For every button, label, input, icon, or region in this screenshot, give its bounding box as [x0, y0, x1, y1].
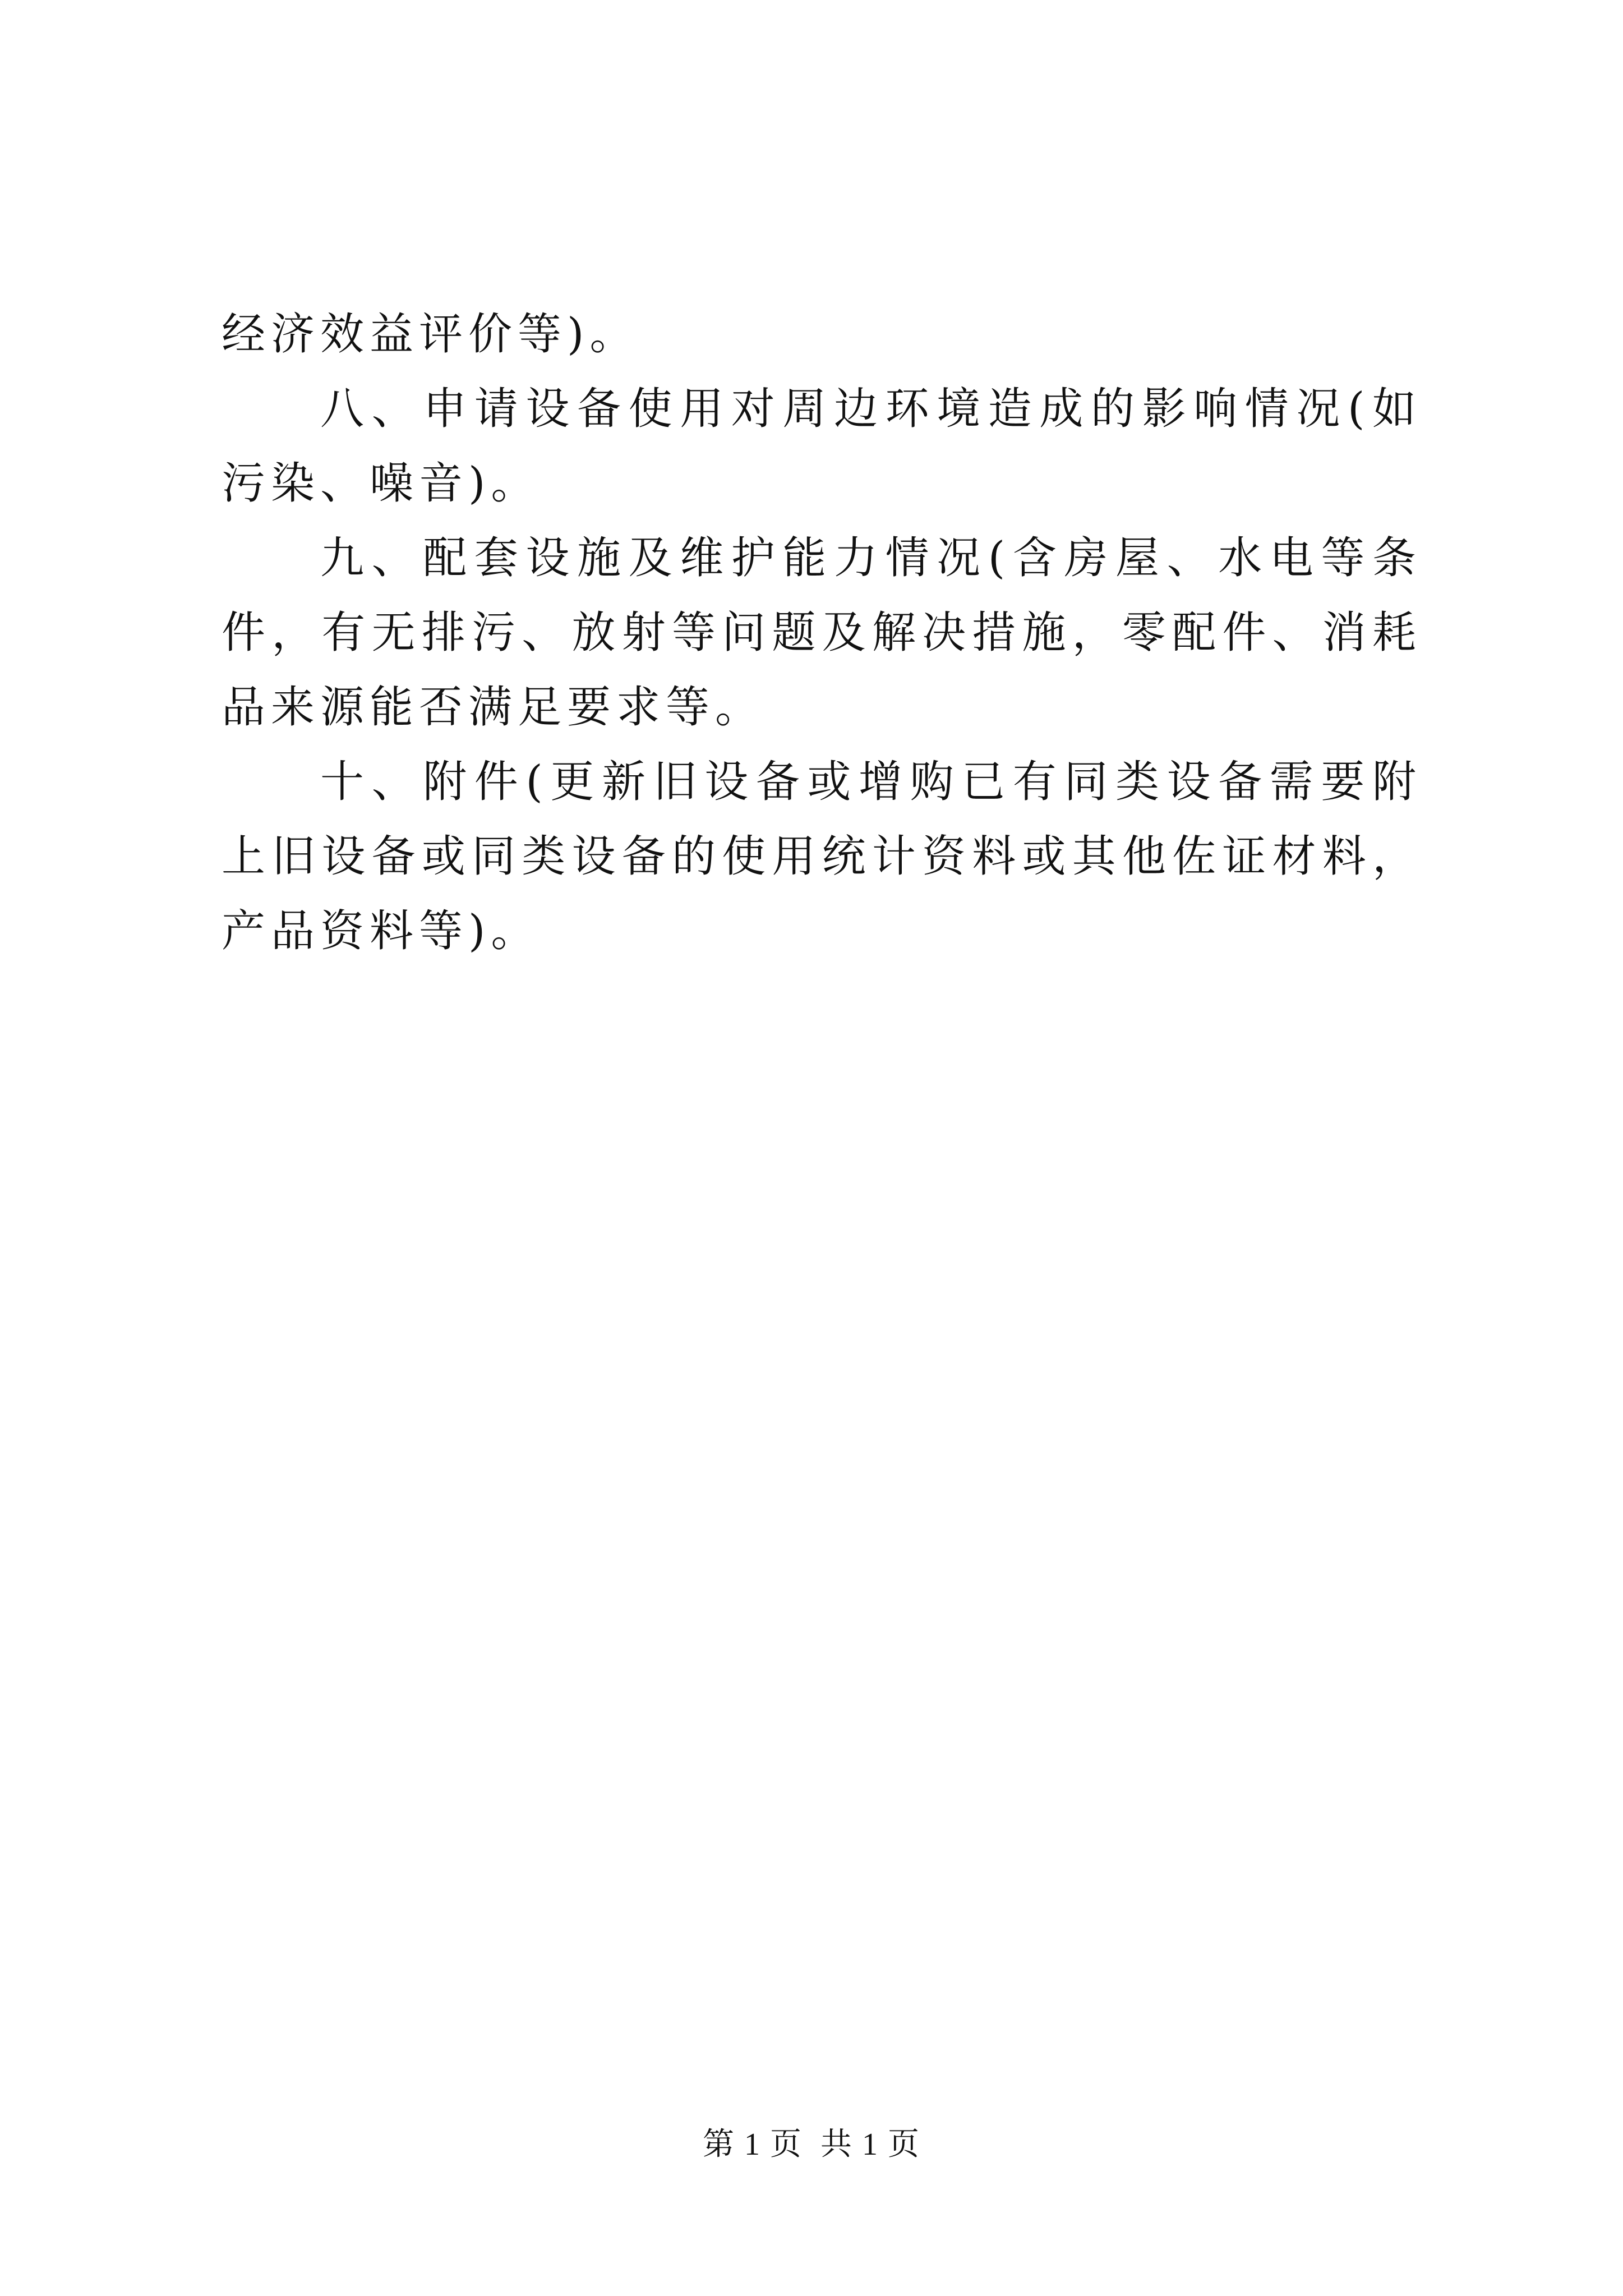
document-body — [222, 297, 1422, 969]
page-footer — [0, 2125, 1623, 2164]
paragraph-item-10: 十、附件(更新旧设备或增购已有同类设备需要附上旧设备或同类设备的使用统计资料或其他佐证材料，产品资料等)。 — [222, 757, 1422, 956]
page-number-label: 第 1 页 共 1 页 — [703, 2127, 920, 2162]
paragraph-continuation: 经济效益评价等)。 — [222, 309, 639, 360]
paragraph-item-9: 九、配套设施及维护能力情况(含房屋、水电等条件，有无排污、放射等问题及解决措施，零配件、消耗品来源能否满足要求等。 — [222, 533, 1422, 733]
paragraph-item-8: 八、申请设备使用对周边环境造成的影响情况(如污染、噪音)。 — [222, 384, 1422, 509]
